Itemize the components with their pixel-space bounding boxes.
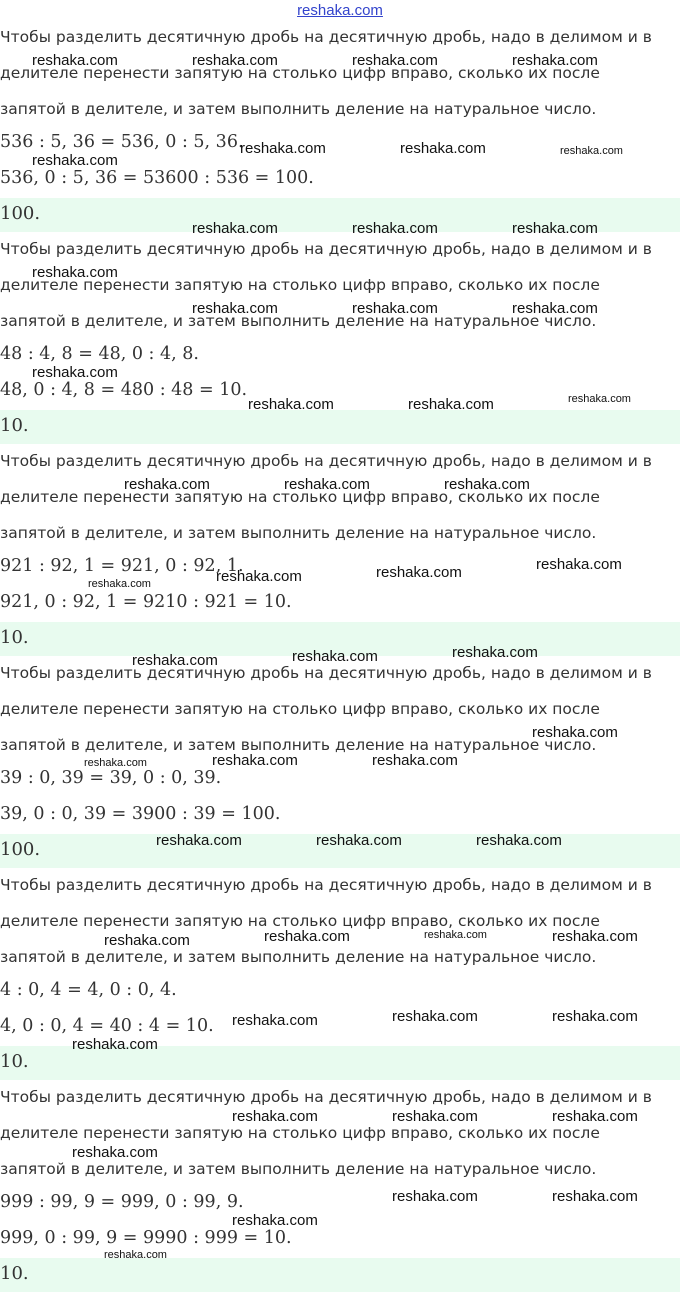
rule-line-3: запятой в делителе, и затем выполнить деление на натуральное число. <box>0 312 597 330</box>
watermark-text: reshaka.com <box>452 644 538 661</box>
watermark-text: reshaka.com <box>156 832 242 849</box>
watermark-text: reshaka.com <box>240 140 326 157</box>
watermark-text: reshaka.com <box>72 1144 158 1161</box>
watermark-text: reshaka.com <box>424 929 487 941</box>
watermark-text: reshaka.com <box>232 1012 318 1029</box>
watermark-text: reshaka.com <box>132 652 218 669</box>
watermark-text: reshaka.com <box>104 932 190 949</box>
rule-line-1: Чтобы разделить десятичную дробь на десятичную дробь, надо в делимом и в <box>0 240 652 258</box>
equation-result: 999, 0 : 99, 9 = 9990 : 999 = 10. <box>0 1228 292 1248</box>
watermark-text: reshaka.com <box>568 393 631 405</box>
watermark-text: reshaka.com <box>512 52 598 69</box>
watermark-text: reshaka.com <box>536 556 622 573</box>
watermark-text: reshaka.com <box>532 724 618 741</box>
watermark-text: reshaka.com <box>124 476 210 493</box>
watermark-text: reshaka.com <box>212 752 298 769</box>
answer-box <box>0 410 680 444</box>
watermark-text: reshaka.com <box>392 1108 478 1125</box>
rule-line-3: запятой в делителе, и затем выполнить деление на натуральное число. <box>0 948 597 966</box>
equation-rewrite: 39 : 0, 39 = 39, 0 : 0, 39. <box>0 768 222 788</box>
answer-value: 10. <box>0 415 29 436</box>
rule-line-1: Чтобы разделить десятичную дробь на десятичную дробь, надо в делимом и в <box>0 452 652 470</box>
answer-value: 10. <box>0 1051 29 1072</box>
watermark-text: reshaka.com <box>552 1108 638 1125</box>
watermark-text: reshaka.com <box>372 752 458 769</box>
rule-line-2: делителе перенести запятую на столько цифр вправо, сколько их после <box>0 912 600 930</box>
watermark-text: reshaka.com <box>232 1108 318 1125</box>
rule-line-1: Чтобы разделить десятичную дробь на десятичную дробь, надо в делимом и в <box>0 1088 652 1106</box>
equation-result: 4, 0 : 0, 4 = 40 : 4 = 10. <box>0 1016 214 1036</box>
watermark-text: reshaka.com <box>32 364 118 381</box>
watermark-text: reshaka.com <box>552 1188 638 1205</box>
watermark-text: reshaka.com <box>232 1212 318 1229</box>
watermark-text: reshaka.com <box>392 1008 478 1025</box>
watermark-text: reshaka.com <box>512 220 598 237</box>
rule-line-1: Чтобы разделить десятичную дробь на десятичную дробь, надо в делимом и в <box>0 28 652 46</box>
equation-result: 39, 0 : 0, 39 = 3900 : 39 = 100. <box>0 804 281 824</box>
equation-rewrite: 536 : 5, 36 = 536, 0 : 5, 36. <box>0 132 244 152</box>
watermark-text: reshaka.com <box>292 648 378 665</box>
watermark-text: reshaka.com <box>104 1249 167 1261</box>
answer-value: 10. <box>0 627 29 648</box>
equation-result: 921, 0 : 92, 1 = 9210 : 921 = 10. <box>0 592 292 612</box>
watermark-text: reshaka.com <box>444 476 530 493</box>
watermark-text: reshaka.com <box>284 476 370 493</box>
watermark-text: reshaka.com <box>392 1188 478 1205</box>
watermark-text: reshaka.com <box>552 928 638 945</box>
rule-line-2: делителе перенести запятую на столько цифр вправо, сколько их после <box>0 276 600 294</box>
watermark-text: reshaka.com <box>560 145 623 157</box>
watermark-text: reshaka.com <box>32 152 118 169</box>
rule-line-3: запятой в делителе, и затем выполнить деление на натуральное число. <box>0 100 597 118</box>
watermark-text: reshaka.com <box>192 52 278 69</box>
watermark-text: reshaka.com <box>552 1008 638 1025</box>
watermark-text: reshaka.com <box>316 832 402 849</box>
watermark-text: reshaka.com <box>352 52 438 69</box>
rule-line-3: запятой в делителе, и затем выполнить деление на натуральное число. <box>0 1160 597 1178</box>
rule-line-3: запятой в делителе, и затем выполнить деление на натуральное число. <box>0 524 597 542</box>
rule-line-1: Чтобы разделить десятичную дробь на десятичную дробь, надо в делимом и в <box>0 664 652 682</box>
equation-rewrite: 4 : 0, 4 = 4, 0 : 0, 4. <box>0 980 177 1000</box>
watermark-text: reshaka.com <box>72 1036 158 1053</box>
rule-line-3: запятой в делителе, и затем выполнить деление на натуральное число. <box>0 736 597 754</box>
equation-rewrite: 48 : 4, 8 = 48, 0 : 4, 8. <box>0 344 199 364</box>
site-link[interactable]: reshaka.com <box>297 2 383 19</box>
answer-value: 100. <box>0 203 41 224</box>
equation-result: 536, 0 : 5, 36 = 53600 : 536 = 100. <box>0 168 314 188</box>
watermark-text: reshaka.com <box>84 757 147 769</box>
rule-line-2: делителе перенести запятую на столько цифр вправо, сколько их после <box>0 64 600 82</box>
watermark-text: reshaka.com <box>408 396 494 413</box>
answer-box <box>0 1258 680 1292</box>
watermark-text: reshaka.com <box>32 264 118 281</box>
answer-value: 10. <box>0 1263 29 1284</box>
watermark-text: reshaka.com <box>192 300 278 317</box>
watermark-text: reshaka.com <box>192 220 278 237</box>
watermark-text: reshaka.com <box>352 300 438 317</box>
equation-rewrite: 921 : 92, 1 = 921, 0 : 92, 1. <box>0 556 244 576</box>
rule-line-2: делителе перенести запятую на столько цифр вправо, сколько их после <box>0 488 600 506</box>
watermark-text: reshaka.com <box>400 140 486 157</box>
watermark-text: reshaka.com <box>264 928 350 945</box>
equation-rewrite: 999 : 99, 9 = 999, 0 : 99, 9. <box>0 1192 244 1212</box>
rule-line-1: Чтобы разделить десятичную дробь на десятичную дробь, надо в делимом и в <box>0 876 652 894</box>
watermark-text: reshaka.com <box>476 832 562 849</box>
watermark-text: reshaka.com <box>88 578 151 590</box>
watermark-text: reshaka.com <box>216 568 302 585</box>
watermark-text: reshaka.com <box>352 220 438 237</box>
watermark-text: reshaka.com <box>32 52 118 69</box>
rule-line-2: делителе перенести запятую на столько цифр вправо, сколько их после <box>0 1124 600 1142</box>
answer-value: 100. <box>0 839 41 860</box>
watermark-text: reshaka.com <box>512 300 598 317</box>
watermark-text: reshaka.com <box>376 564 462 581</box>
watermark-text: reshaka.com <box>248 396 334 413</box>
equation-result: 48, 0 : 4, 8 = 480 : 48 = 10. <box>0 380 248 400</box>
rule-line-2: делителе перенести запятую на столько цифр вправо, сколько их после <box>0 700 600 718</box>
